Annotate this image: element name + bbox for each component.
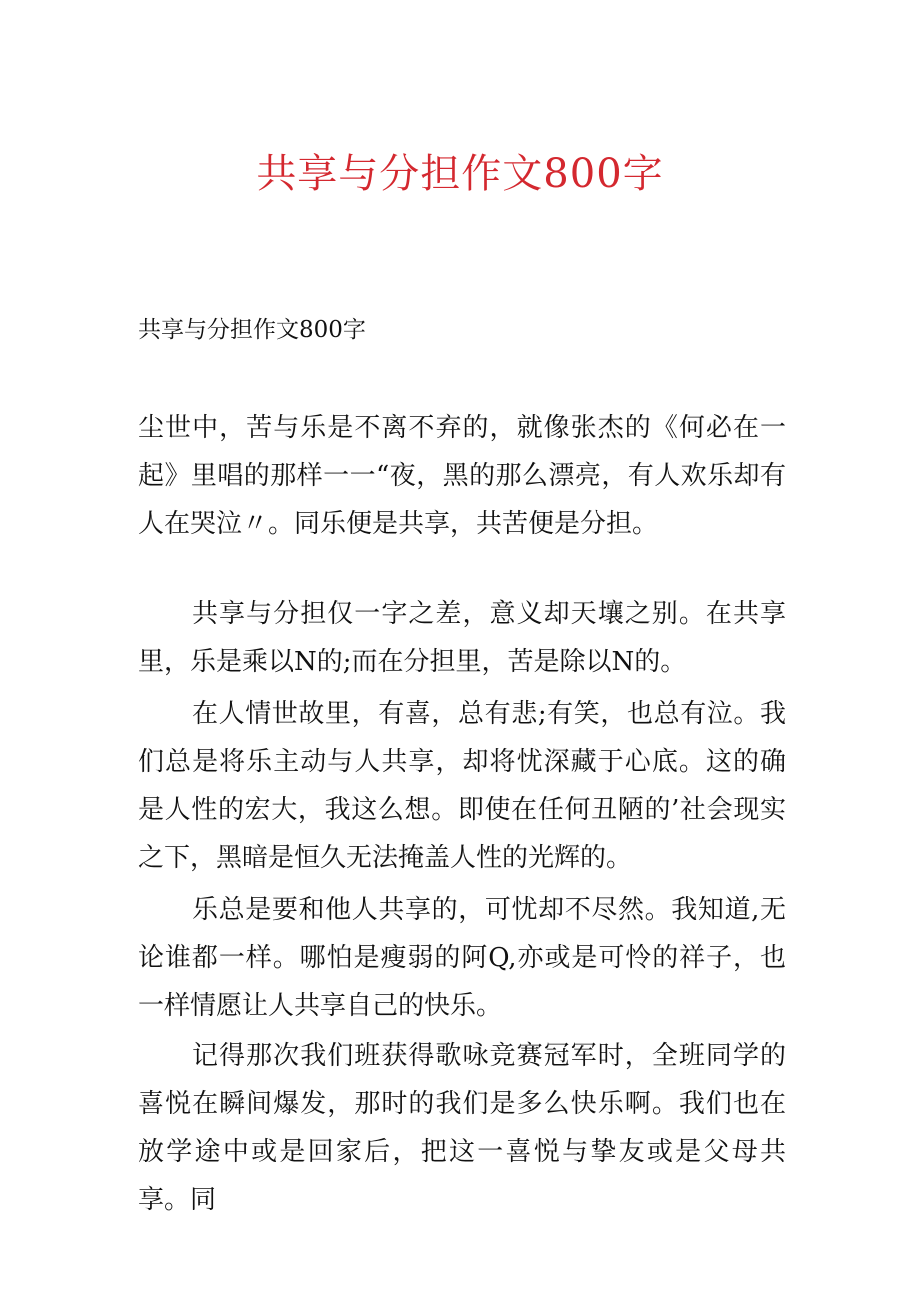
document-subtitle: 共享与分担作文800字 bbox=[138, 317, 366, 343]
paragraph-difference: 共享与分担仅一字之差，意义却天壤之别。在共享里，乐是乘以N的;而在分担里，苦是除以N的。 bbox=[138, 599, 786, 677]
document-title: 共享与分担作文800字 bbox=[256, 151, 664, 197]
paragraph-sharing-joy: 乐总是要和他人共享的，可忧却不尽然。我知道,无论谁都一样。哪怕是瘦弱的阿Q,亦或是可怜的祥子，也一样情愿让人共享自己的快乐。 bbox=[138, 895, 786, 1021]
paragraph-human-nature: 在人情世故里，有喜，总有悲;有笑，也总有泣。我们总是将乐主动与人共享，却将忧深藏于心底。这的确是人性的宏大，我这么想。即使在任何丑陋的’社会现实之下，黑暗是恒久无法掩盖人性的光辉的。 bbox=[138, 699, 786, 873]
paragraph-intro: 尘世中，苦与乐是不离不弃的，就像张杰的《何必在一起》里唱的那样一一“夜，黑的那么漂亮，有人欢乐却有人在哭泣〃。同乐便是共享，共苦便是分担。 bbox=[138, 413, 786, 539]
paragraph-memory: 记得那次我们班获得歌咏竞赛冠军时，全班同学的喜悦在瞬间爆发，那时的我们是多么快乐啊。我们也在放学途中或是回家后，把这一喜悦与挚友或是父母共享。同 bbox=[138, 1041, 786, 1215]
